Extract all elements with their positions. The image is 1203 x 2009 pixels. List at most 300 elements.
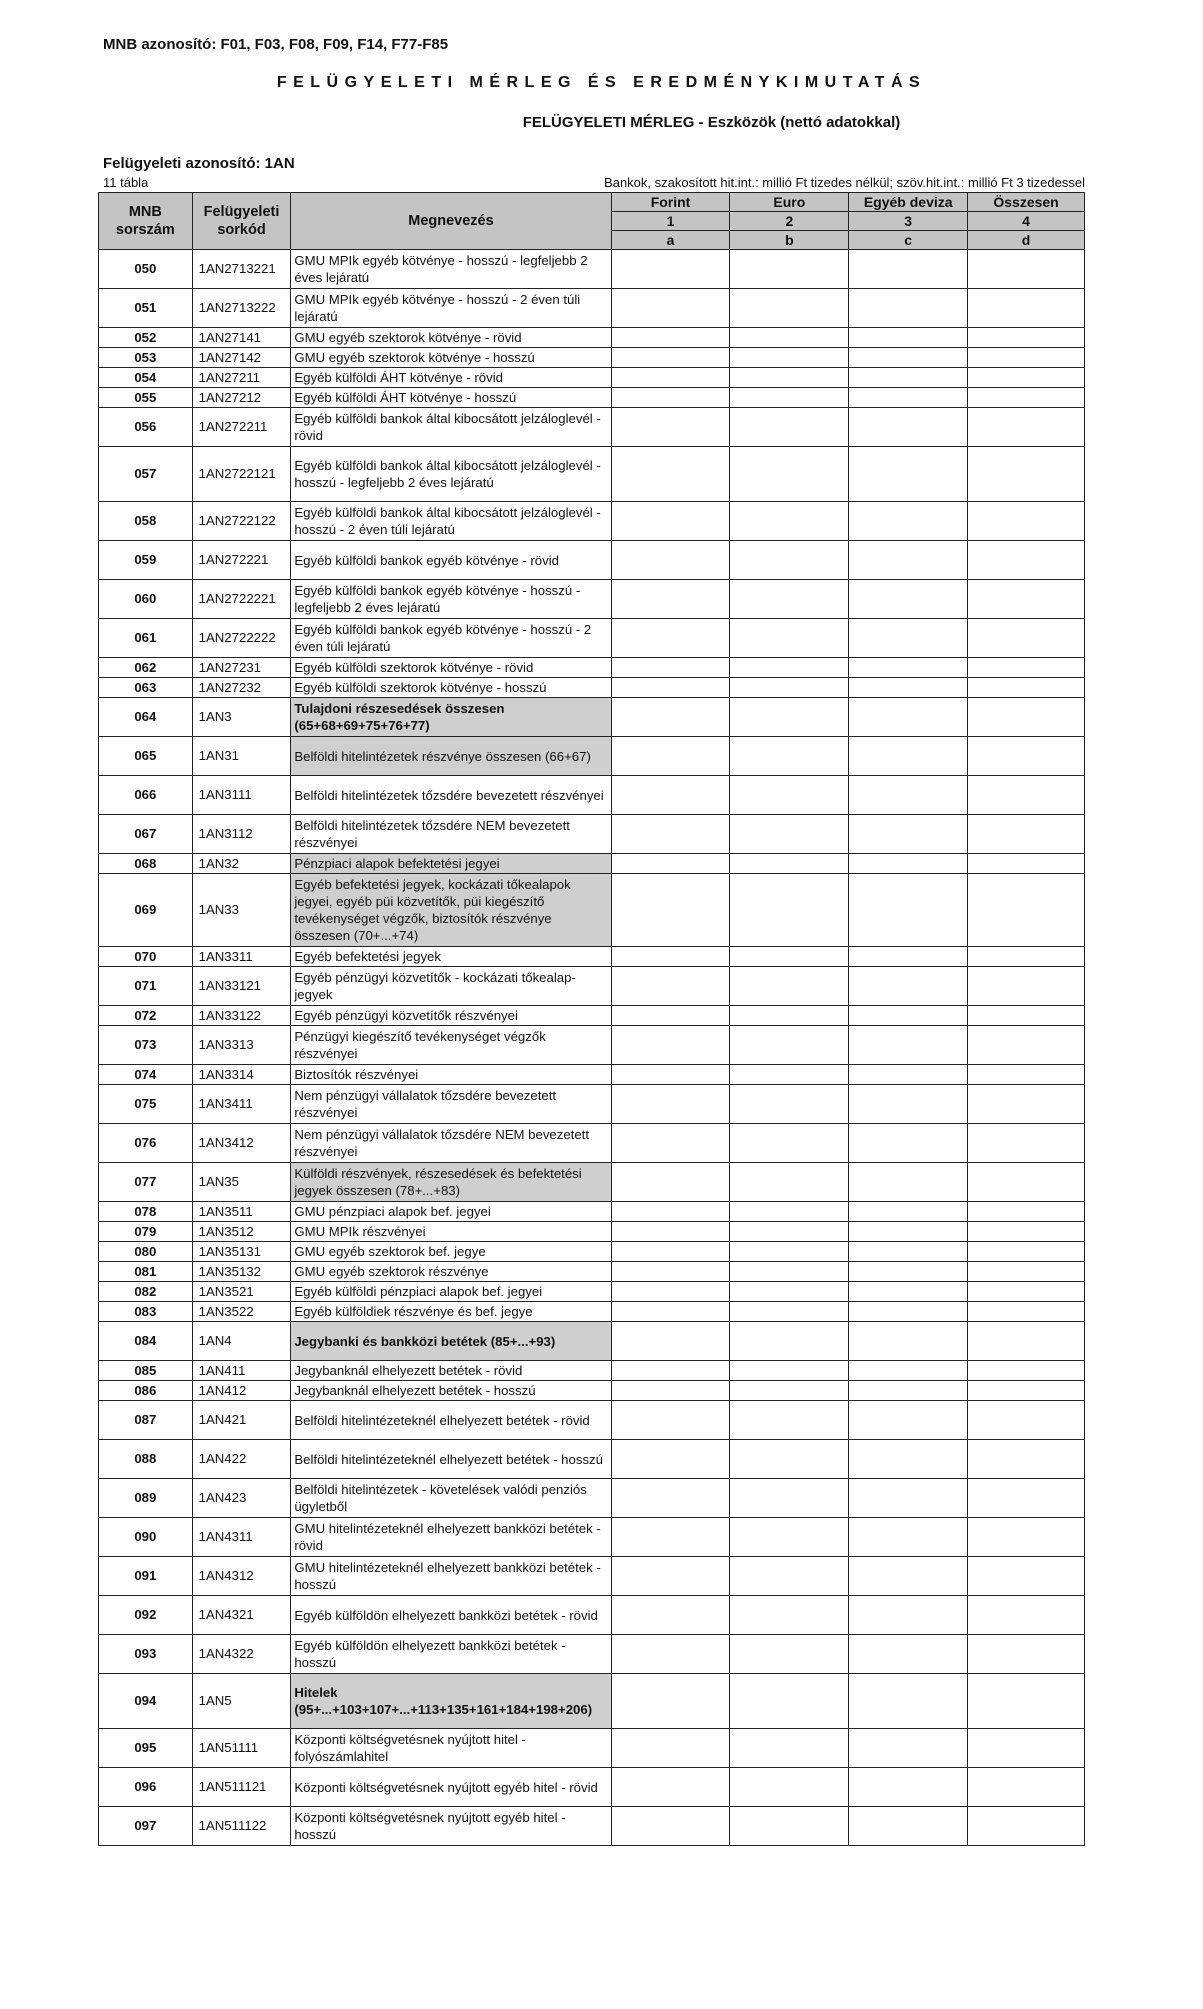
value-cell-other-currency[interactable]	[849, 1282, 968, 1302]
value-cell-other-currency[interactable]	[849, 408, 968, 447]
value-cell-total[interactable]	[968, 1202, 1085, 1222]
row-serial: 076	[99, 1124, 193, 1163]
value-cell-euro[interactable]	[730, 447, 849, 502]
value-cell-forint[interactable]	[611, 776, 730, 815]
value-cell-euro[interactable]	[730, 1026, 849, 1065]
value-cell-forint[interactable]	[611, 1768, 730, 1807]
table-row	[99, 1401, 1085, 1440]
table-row	[99, 1674, 1085, 1729]
value-cell-forint[interactable]	[611, 1262, 730, 1282]
value-cell-other-currency[interactable]	[849, 776, 968, 815]
row-name: Egyéb pénzügyi közvetítők részvényei	[291, 1006, 611, 1026]
value-cell-other-currency[interactable]	[849, 447, 968, 502]
value-cell-forint[interactable]	[611, 1674, 730, 1729]
value-cell-euro[interactable]	[730, 541, 849, 580]
value-cell-total[interactable]	[968, 1596, 1085, 1635]
value-cell-other-currency[interactable]	[849, 1124, 968, 1163]
value-cell-other-currency[interactable]	[849, 1479, 968, 1518]
value-cell-total[interactable]	[968, 1381, 1085, 1401]
value-cell-other-currency[interactable]	[849, 541, 968, 580]
value-cell-total[interactable]	[968, 1518, 1085, 1557]
value-cell-other-currency[interactable]	[849, 678, 968, 698]
row-name: Egyéb befektetési jegyek	[291, 947, 611, 967]
header-col-letter: c	[849, 231, 968, 250]
row-code: 1AN3112	[192, 815, 291, 854]
value-cell-forint[interactable]	[611, 250, 730, 289]
value-cell-other-currency[interactable]	[849, 1596, 968, 1635]
value-cell-total[interactable]	[968, 1302, 1085, 1322]
value-cell-total[interactable]	[968, 1026, 1085, 1065]
row-serial: 083	[99, 1302, 193, 1322]
value-cell-euro[interactable]	[730, 388, 849, 408]
value-cell-euro[interactable]	[730, 1006, 849, 1026]
value-cell-other-currency[interactable]	[849, 658, 968, 678]
table-row	[99, 388, 1085, 408]
value-cell-other-currency[interactable]	[849, 348, 968, 368]
table-row	[99, 874, 1085, 947]
value-cell-other-currency[interactable]	[849, 854, 968, 874]
value-cell-other-currency[interactable]	[849, 698, 968, 737]
row-code: 1AN27232	[192, 678, 291, 698]
value-cell-forint[interactable]	[611, 1596, 730, 1635]
value-cell-forint[interactable]	[611, 1635, 730, 1674]
value-cell-euro[interactable]	[730, 1163, 849, 1202]
table-row	[99, 698, 1085, 737]
value-cell-euro[interactable]	[730, 580, 849, 619]
row-serial: 092	[99, 1596, 193, 1635]
value-cell-euro[interactable]	[730, 1807, 849, 1846]
value-cell-forint[interactable]	[611, 1026, 730, 1065]
value-cell-other-currency[interactable]	[849, 368, 968, 388]
value-cell-total[interactable]	[968, 1085, 1085, 1124]
table-number: 11 tábla	[103, 175, 149, 190]
row-name: Egyéb külföldi bankok egyéb kötvénye - hosszú - 2 éven túli lejáratú	[291, 619, 611, 658]
row-serial: 060	[99, 580, 193, 619]
row-serial: 071	[99, 967, 193, 1006]
row-name: GMU hitelintézeteknél elhelyezett bankközi betétek - hosszú	[291, 1557, 611, 1596]
row-name: Központi költségvetésnek nyújtott egyéb hitel - hosszú	[291, 1807, 611, 1846]
row-serial: 077	[99, 1163, 193, 1202]
row-code: 1AN35132	[192, 1262, 291, 1282]
value-cell-euro[interactable]	[730, 328, 849, 348]
value-cell-total[interactable]	[968, 619, 1085, 658]
value-cell-other-currency[interactable]	[849, 1222, 968, 1242]
row-name: Egyéb külföldi pénzpiaci alapok bef. jegyei	[291, 1282, 611, 1302]
value-cell-other-currency[interactable]	[849, 1440, 968, 1479]
value-cell-other-currency[interactable]	[849, 1202, 968, 1222]
value-cell-total[interactable]	[968, 874, 1085, 947]
value-cell-total[interactable]	[968, 1124, 1085, 1163]
row-name: Egyéb külföldiek részvénye és bef. jegye	[291, 1302, 611, 1322]
table-row	[99, 1807, 1085, 1846]
value-cell-other-currency[interactable]	[849, 1361, 968, 1381]
row-name: Tulajdoni részesedések összesen (65+68+69+75+76+77)	[291, 698, 611, 737]
value-cell-forint[interactable]	[611, 1202, 730, 1222]
value-cell-total[interactable]	[968, 1768, 1085, 1807]
value-cell-total[interactable]	[968, 1163, 1085, 1202]
value-cell-other-currency[interactable]	[849, 388, 968, 408]
row-serial: 052	[99, 328, 193, 348]
value-cell-forint[interactable]	[611, 348, 730, 368]
value-cell-euro[interactable]	[730, 1635, 849, 1674]
value-cell-other-currency[interactable]	[849, 580, 968, 619]
value-cell-forint[interactable]	[611, 874, 730, 947]
row-serial: 069	[99, 874, 193, 947]
value-cell-euro[interactable]	[730, 1065, 849, 1085]
value-cell-euro[interactable]	[730, 502, 849, 541]
value-cell-total[interactable]	[968, 1282, 1085, 1302]
row-code: 1AN27141	[192, 328, 291, 348]
row-name: GMU pénzpiaci alapok bef. jegyei	[291, 1202, 611, 1222]
value-cell-other-currency[interactable]	[849, 1065, 968, 1085]
value-cell-total[interactable]	[968, 1807, 1085, 1846]
value-cell-other-currency[interactable]	[849, 1302, 968, 1322]
table-row	[99, 348, 1085, 368]
value-cell-forint[interactable]	[611, 619, 730, 658]
row-name: Belföldi hitelintézetek részvénye összesen (66+67)	[291, 737, 611, 776]
row-name: Pénzpiaci alapok befektetési jegyei	[291, 854, 611, 874]
row-code: 1AN511121	[192, 1768, 291, 1807]
row-serial: 063	[99, 678, 193, 698]
value-cell-euro[interactable]	[730, 408, 849, 447]
value-cell-total[interactable]	[968, 1401, 1085, 1440]
balance-sheet-table	[98, 192, 1085, 1846]
value-cell-other-currency[interactable]	[849, 1085, 968, 1124]
row-code: 1AN3411	[192, 1085, 291, 1124]
value-cell-euro[interactable]	[730, 1518, 849, 1557]
value-cell-forint[interactable]	[611, 408, 730, 447]
value-cell-total[interactable]	[968, 1322, 1085, 1361]
row-code: 1AN32	[192, 854, 291, 874]
row-serial: 097	[99, 1807, 193, 1846]
table-row	[99, 1163, 1085, 1202]
value-cell-euro[interactable]	[730, 874, 849, 947]
value-cell-forint[interactable]	[611, 1085, 730, 1124]
value-cell-euro[interactable]	[730, 1557, 849, 1596]
row-name: GMU MPIk egyéb kötvénye - hosszú - legfeljebb 2 éves lejáratú	[291, 250, 611, 289]
value-cell-forint[interactable]	[611, 1302, 730, 1322]
value-cell-forint[interactable]	[611, 388, 730, 408]
value-cell-forint[interactable]	[611, 947, 730, 967]
row-serial: 072	[99, 1006, 193, 1026]
value-cell-other-currency[interactable]	[849, 1163, 968, 1202]
value-cell-total[interactable]	[968, 1222, 1085, 1242]
value-cell-other-currency[interactable]	[849, 1768, 968, 1807]
value-cell-forint[interactable]	[611, 854, 730, 874]
value-cell-total[interactable]	[968, 658, 1085, 678]
value-cell-total[interactable]	[968, 1557, 1085, 1596]
row-code: 1AN3512	[192, 1222, 291, 1242]
row-serial: 093	[99, 1635, 193, 1674]
value-cell-total[interactable]	[968, 678, 1085, 698]
units-note: Bankok, szakosított hit.int.: millió Ft tizedes nélkül; szöv.hit.int.: millió Ft 3 tizedessel	[604, 175, 1085, 190]
value-cell-forint[interactable]	[611, 447, 730, 502]
row-code: 1AN4321	[192, 1596, 291, 1635]
value-cell-other-currency[interactable]	[849, 967, 968, 1006]
value-cell-forint[interactable]	[611, 1401, 730, 1440]
row-name: Belföldi hitelintézetek tőzsdére bevezetett részvényei	[291, 776, 611, 815]
row-name: Nem pénzügyi vállalatok tőzsdére bevezetett részvényei	[291, 1085, 611, 1124]
value-cell-forint[interactable]	[611, 328, 730, 348]
value-cell-forint[interactable]	[611, 1242, 730, 1262]
value-cell-euro[interactable]	[730, 815, 849, 854]
value-cell-forint[interactable]	[611, 1222, 730, 1242]
value-cell-forint[interactable]	[611, 658, 730, 678]
value-cell-forint[interactable]	[611, 1807, 730, 1846]
row-name: Hitelek (95+...+103+107+...+113+135+161+184+198+206)	[291, 1674, 611, 1729]
table-row	[99, 250, 1085, 289]
table-row	[99, 1026, 1085, 1065]
row-serial: 096	[99, 1768, 193, 1807]
value-cell-euro[interactable]	[730, 1479, 849, 1518]
value-cell-euro[interactable]	[730, 1322, 849, 1361]
row-code: 1AN422	[192, 1440, 291, 1479]
value-cell-other-currency[interactable]	[849, 1635, 968, 1674]
value-cell-other-currency[interactable]	[849, 502, 968, 541]
value-cell-total[interactable]	[968, 388, 1085, 408]
table-row	[99, 1518, 1085, 1557]
value-cell-other-currency[interactable]	[849, 874, 968, 947]
row-name: Egyéb külföldön elhelyezett bankközi betétek - rövid	[291, 1596, 611, 1635]
value-cell-total[interactable]	[968, 854, 1085, 874]
value-cell-total[interactable]	[968, 250, 1085, 289]
value-cell-forint[interactable]	[611, 1006, 730, 1026]
value-cell-other-currency[interactable]	[849, 1557, 968, 1596]
value-cell-other-currency[interactable]	[849, 815, 968, 854]
row-code: 1AN2722122	[192, 502, 291, 541]
value-cell-euro[interactable]	[730, 658, 849, 678]
row-code: 1AN27142	[192, 348, 291, 368]
table-row	[99, 1440, 1085, 1479]
value-cell-forint[interactable]	[611, 1518, 730, 1557]
value-cell-other-currency[interactable]	[849, 1322, 968, 1361]
value-cell-total[interactable]	[968, 1262, 1085, 1282]
row-name: Jegybanknál elhelyezett betétek - rövid	[291, 1361, 611, 1381]
row-code: 1AN2722221	[192, 580, 291, 619]
value-cell-euro[interactable]	[730, 698, 849, 737]
value-cell-forint[interactable]	[611, 1124, 730, 1163]
value-cell-euro[interactable]	[730, 619, 849, 658]
value-cell-total[interactable]	[968, 967, 1085, 1006]
value-cell-forint[interactable]	[611, 698, 730, 737]
value-cell-euro[interactable]	[730, 776, 849, 815]
value-cell-other-currency[interactable]	[849, 947, 968, 967]
row-serial: 056	[99, 408, 193, 447]
row-name: GMU egyéb szektorok kötvénye - hosszú	[291, 348, 611, 368]
value-cell-total[interactable]	[968, 447, 1085, 502]
row-code: 1AN31	[192, 737, 291, 776]
value-cell-forint[interactable]	[611, 1361, 730, 1381]
value-cell-total[interactable]	[968, 1674, 1085, 1729]
value-cell-total[interactable]	[968, 815, 1085, 854]
value-cell-forint[interactable]	[611, 678, 730, 698]
value-cell-euro[interactable]	[730, 737, 849, 776]
row-name: Belföldi hitelintézeteknél elhelyezett betétek - rövid	[291, 1401, 611, 1440]
value-cell-total[interactable]	[968, 1729, 1085, 1768]
row-serial: 082	[99, 1282, 193, 1302]
value-cell-total[interactable]	[968, 1006, 1085, 1026]
value-cell-euro[interactable]	[730, 1381, 849, 1401]
value-cell-forint[interactable]	[611, 289, 730, 328]
value-cell-forint[interactable]	[611, 1381, 730, 1401]
value-cell-total[interactable]	[968, 776, 1085, 815]
value-cell-total[interactable]	[968, 1242, 1085, 1262]
value-cell-forint[interactable]	[611, 737, 730, 776]
row-code: 1AN51111	[192, 1729, 291, 1768]
value-cell-euro[interactable]	[730, 289, 849, 328]
table-row	[99, 1381, 1085, 1401]
row-name: Központi költségvetésnek nyújtott egyéb hitel - rövid	[291, 1768, 611, 1807]
value-cell-total[interactable]	[968, 408, 1085, 447]
value-cell-total[interactable]	[968, 541, 1085, 580]
value-cell-euro[interactable]	[730, 854, 849, 874]
value-cell-forint[interactable]	[611, 1440, 730, 1479]
value-cell-total[interactable]	[968, 1065, 1085, 1085]
value-cell-euro[interactable]	[730, 1401, 849, 1440]
header-mnb-serial: MNB sorszám	[99, 193, 193, 250]
value-cell-other-currency[interactable]	[849, 1026, 968, 1065]
row-code: 1AN4312	[192, 1557, 291, 1596]
table-row	[99, 1361, 1085, 1381]
row-code: 1AN33121	[192, 967, 291, 1006]
value-cell-total[interactable]	[968, 289, 1085, 328]
value-cell-total[interactable]	[968, 1635, 1085, 1674]
header-col-number: 1	[611, 212, 730, 231]
row-code: 1AN27212	[192, 388, 291, 408]
value-cell-forint[interactable]	[611, 1065, 730, 1085]
row-serial: 078	[99, 1202, 193, 1222]
row-code: 1AN35131	[192, 1242, 291, 1262]
value-cell-other-currency[interactable]	[849, 1401, 968, 1440]
row-serial: 051	[99, 289, 193, 328]
value-cell-forint[interactable]	[611, 580, 730, 619]
header-other-currency: Egyéb deviza	[849, 193, 968, 212]
value-cell-euro[interactable]	[730, 1596, 849, 1635]
value-cell-forint[interactable]	[611, 967, 730, 1006]
table-row	[99, 289, 1085, 328]
value-cell-forint[interactable]	[611, 815, 730, 854]
table-row	[99, 1242, 1085, 1262]
value-cell-euro[interactable]	[730, 1222, 849, 1242]
value-cell-forint[interactable]	[611, 1479, 730, 1518]
value-cell-other-currency[interactable]	[849, 1242, 968, 1262]
row-serial: 085	[99, 1361, 193, 1381]
table-row	[99, 947, 1085, 967]
value-cell-forint[interactable]	[611, 1322, 730, 1361]
table-row	[99, 1065, 1085, 1085]
table-row	[99, 967, 1085, 1006]
value-cell-euro[interactable]	[730, 1202, 849, 1222]
value-cell-euro[interactable]	[730, 1262, 849, 1282]
value-cell-total[interactable]	[968, 737, 1085, 776]
row-code: 1AN4311	[192, 1518, 291, 1557]
value-cell-forint[interactable]	[611, 368, 730, 388]
row-code: 1AN2713221	[192, 250, 291, 289]
value-cell-forint[interactable]	[611, 1163, 730, 1202]
value-cell-total[interactable]	[968, 348, 1085, 368]
value-cell-other-currency[interactable]	[849, 1807, 968, 1846]
row-serial: 079	[99, 1222, 193, 1242]
value-cell-other-currency[interactable]	[849, 1006, 968, 1026]
row-name: Külföldi részvények, részesedések és befektetési jegyek összesen (78+...+83)	[291, 1163, 611, 1202]
table-row	[99, 854, 1085, 874]
value-cell-total[interactable]	[968, 1440, 1085, 1479]
value-cell-euro[interactable]	[730, 250, 849, 289]
value-cell-other-currency[interactable]	[849, 1729, 968, 1768]
row-serial: 054	[99, 368, 193, 388]
header-col-letter: b	[730, 231, 849, 250]
value-cell-forint[interactable]	[611, 502, 730, 541]
value-cell-other-currency[interactable]	[849, 619, 968, 658]
row-name: GMU MPIk egyéb kötvénye - hosszú - 2 éven túli lejáratú	[291, 289, 611, 328]
value-cell-euro[interactable]	[730, 1361, 849, 1381]
value-cell-other-currency[interactable]	[849, 250, 968, 289]
row-name: Belföldi hitelintézeteknél elhelyezett betétek - hosszú	[291, 1440, 611, 1479]
row-serial: 088	[99, 1440, 193, 1479]
row-name: Egyéb külföldi bankok által kibocsátott jelzáloglevél - rövid	[291, 408, 611, 447]
value-cell-euro[interactable]	[730, 348, 849, 368]
value-cell-euro[interactable]	[730, 1440, 849, 1479]
value-cell-total[interactable]	[968, 1479, 1085, 1518]
value-cell-euro[interactable]	[730, 1242, 849, 1262]
table-row	[99, 502, 1085, 541]
value-cell-other-currency[interactable]	[849, 289, 968, 328]
value-cell-total[interactable]	[968, 947, 1085, 967]
value-cell-total[interactable]	[968, 368, 1085, 388]
table-row	[99, 658, 1085, 678]
value-cell-euro[interactable]	[730, 1085, 849, 1124]
value-cell-forint[interactable]	[611, 1557, 730, 1596]
table-row	[99, 1282, 1085, 1302]
value-cell-total[interactable]	[968, 698, 1085, 737]
table-row	[99, 328, 1085, 348]
value-cell-forint[interactable]	[611, 1729, 730, 1768]
value-cell-total[interactable]	[968, 580, 1085, 619]
row-name: Nem pénzügyi vállalatok tőzsdére NEM bevezetett részvényei	[291, 1124, 611, 1163]
value-cell-euro[interactable]	[730, 1729, 849, 1768]
value-cell-other-currency[interactable]	[849, 1262, 968, 1282]
value-cell-euro[interactable]	[730, 1768, 849, 1807]
row-code: 1AN411	[192, 1361, 291, 1381]
value-cell-euro[interactable]	[730, 1302, 849, 1322]
header-name: Megnevezés	[291, 193, 611, 250]
value-cell-other-currency[interactable]	[849, 1518, 968, 1557]
row-serial: 057	[99, 447, 193, 502]
table-row	[99, 1006, 1085, 1026]
value-cell-euro[interactable]	[730, 1674, 849, 1729]
value-cell-euro[interactable]	[730, 1124, 849, 1163]
table-row	[99, 678, 1085, 698]
value-cell-other-currency[interactable]	[849, 737, 968, 776]
value-cell-euro[interactable]	[730, 947, 849, 967]
value-cell-euro[interactable]	[730, 1282, 849, 1302]
table-row	[99, 1202, 1085, 1222]
value-cell-other-currency[interactable]	[849, 1674, 968, 1729]
value-cell-forint[interactable]	[611, 1282, 730, 1302]
row-code: 1AN423	[192, 1479, 291, 1518]
value-cell-forint[interactable]	[611, 541, 730, 580]
value-cell-total[interactable]	[968, 1361, 1085, 1381]
value-cell-total[interactable]	[968, 328, 1085, 348]
value-cell-other-currency[interactable]	[849, 328, 968, 348]
table-row	[99, 815, 1085, 854]
value-cell-total[interactable]	[968, 502, 1085, 541]
value-cell-euro[interactable]	[730, 368, 849, 388]
value-cell-euro[interactable]	[730, 967, 849, 1006]
value-cell-other-currency[interactable]	[849, 1381, 968, 1401]
header-total: Összesen	[968, 193, 1085, 212]
value-cell-euro[interactable]	[730, 678, 849, 698]
